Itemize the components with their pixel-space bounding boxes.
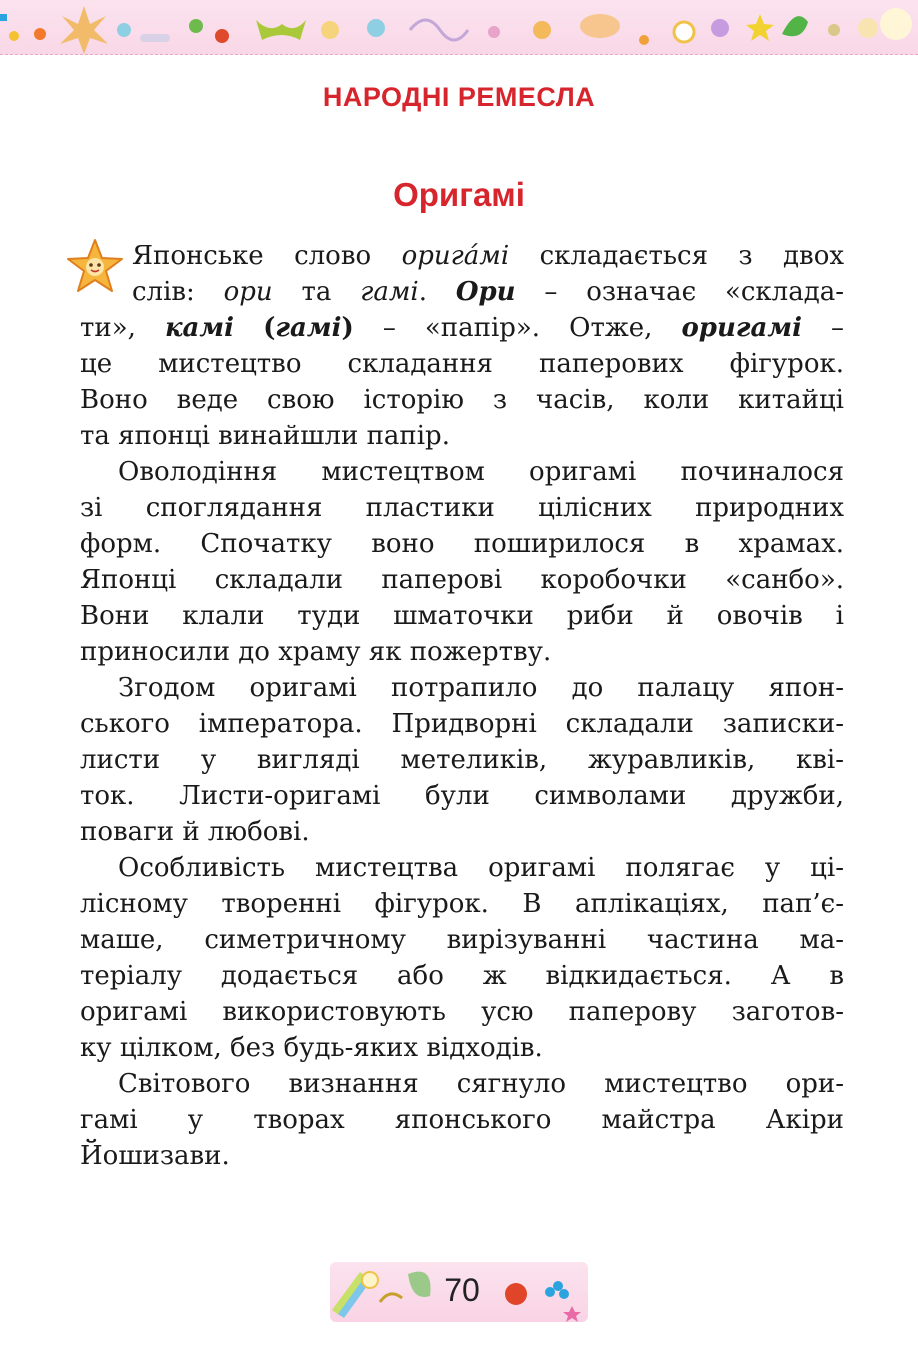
text-segment: . [418,277,456,307]
text-segment: теріалу додається або ж відкидається. А в [80,961,844,991]
text-line [80,922,844,958]
article-body [80,238,844,1174]
decorative-top-border [0,0,918,55]
decorative-border-icon [0,0,918,54]
text-segment: оригамі використовують усю паперову заготов- [80,997,844,1027]
text-segment: ) [341,313,354,343]
page-number: 70 [444,1272,480,1308]
text-segment: Світового визнання сягнуло мистецтво ори- [118,1069,844,1099]
text-line [80,814,844,850]
text-segment: листи у вигляді метеликів, журавликів, кві- [80,745,844,775]
text-line [80,742,844,778]
text-segment: форм. Спочатку воно поширилося в храмах. [80,529,844,559]
text-line [80,994,844,1030]
text-line [80,454,844,490]
text-segment: гамі у творах японського майстра Акіри [80,1105,844,1135]
text-segment: Згодом оригамі потрапило до палацу япон- [118,673,844,703]
text-line [80,310,844,346]
text-line [80,1102,844,1138]
text-segment: Японці складали паперові коробочки «санбо». [80,565,844,595]
text-line [80,1138,844,1174]
text-line [80,382,844,418]
text-segment: зі споглядання пластики цілісних природних [80,493,844,523]
text-line [80,886,844,922]
text-segment [234,313,263,343]
text-segment: Йошизави. [80,1141,230,1171]
text-line [80,1030,844,1066]
text-segment: Воно веде свою історію з часів, коли китайці [80,385,844,415]
text-segment: складається з двох [509,241,845,271]
text-segment: слів: [132,277,224,307]
article-title: Оригамі [393,176,525,213]
text-line [80,346,844,382]
text-segment: приносили до храму як пожертву. [80,637,552,667]
text-segment: ського імператора. Придворні складали записки- [80,709,844,739]
text-line [80,958,844,994]
text-line [80,274,844,310]
text-segment: поваги й любові. [80,817,310,847]
text-line [80,490,844,526]
text-segment: це мистецтво складання паперових фігурок. [80,349,844,379]
text-line [80,706,844,742]
text-segment: – [801,313,845,343]
text-line [80,598,844,634]
text-segment: ори [223,277,273,307]
text-segment: оригáмі [401,241,510,271]
section-title: НАРОДНІ РЕМЕСЛА [322,82,596,112]
text-line [80,1066,844,1102]
text-line [80,670,844,706]
text-segment: лісному творенні фігурок. В аплікаціях, пап’є- [80,889,844,919]
text-segment: камі [164,313,234,343]
text-segment: – «папір». Отже, [353,313,682,343]
text-segment: – означає «склада- [515,277,844,307]
text-line [80,418,844,454]
text-segment: Ори [455,277,516,307]
text-segment: та [272,277,361,307]
text-segment: ток. Листи-оригамі були символами дружби, [80,781,844,811]
text-line [80,634,844,670]
text-segment: Особливість мистецтва оригамі полягає у ці- [118,853,844,883]
text-line [80,238,844,274]
text-segment: гамі [360,277,419,307]
text-segment: та японці винайшли папір. [80,421,450,451]
text-line [80,850,844,886]
text-line [80,778,844,814]
text-segment: оригамі [681,313,802,343]
text-segment: Вони клали туди шматочки риби й овочів і [80,601,844,631]
text-segment: ти», [80,313,165,343]
text-segment: ( [263,313,276,343]
text-segment: Японське слово [132,241,402,271]
text-line [80,562,844,598]
text-segment: гамі [275,313,342,343]
text-segment: ку цілком, без будь-яких відходів. [80,1033,543,1063]
text-line [80,526,844,562]
text-segment: маше, симетричному вирізуванні частина ма- [80,925,844,955]
text-segment: Оволодіння мистецтвом оригамі починалося [118,457,844,487]
